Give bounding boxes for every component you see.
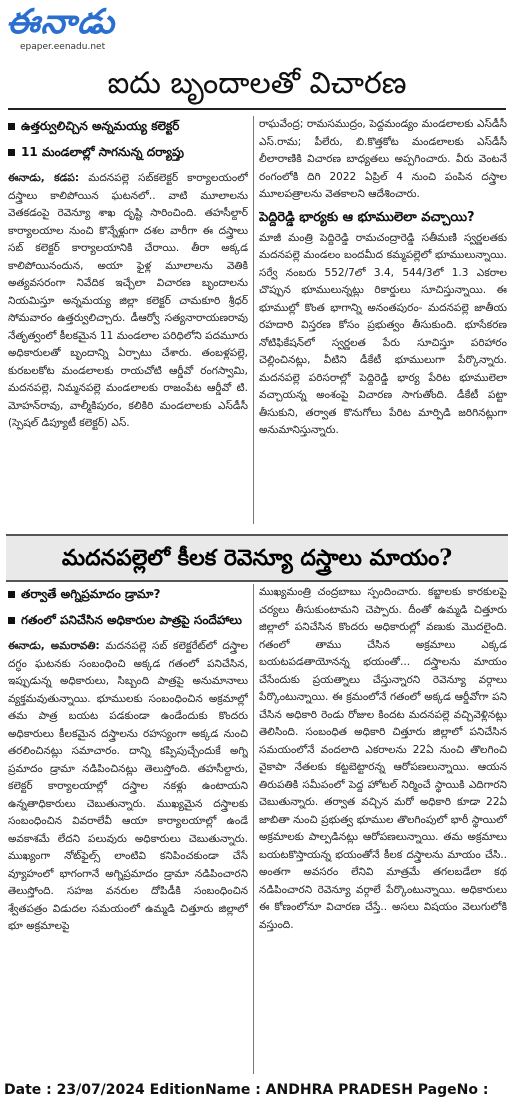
- column-divider: [253, 584, 254, 1074]
- article1-bullet-2: 11 మండలాల్లో సాగనున్న దర్యాప్తు: [8, 142, 248, 162]
- article2-bullet-1: తర్వాతే అగ్నిప్రమాదం డ్రామా?: [8, 584, 248, 604]
- bullet-square-icon: [8, 149, 15, 156]
- article2-headline: మదనపల్లెలో కీలక రెవెన్యూ దస్త్రాలు మాయం?: [61, 545, 453, 571]
- article1-bullet-1: ఉత్తర్వులిచ్చిన అన్నమయ్య కలెక్టర్: [8, 116, 248, 136]
- article2-body-left: ఈనాడు, అమరావతి: మదనపల్లె సబ్ కలెక్టరేట్‌లో దస్త్రాల దగ్ధం ఘటనకు సంబంధించి అక్కడ గతంలో పనిచేసిన, ఇప్పుడున్న అధికారులు, సిబ్బంది పాత్రపై అనుమానాలు వ్యక్తమవుతున్నాయి. భూములకు సంబంధించిన అక్రమాల్లో తమ పాత్ర బయట పడకుండా ఉండేందుకు కొందరు అధికారులు కీలకమైన దస్త్రాలను రహస్యంగా అక్కడ నుంచి తరలించినట్లు సమాచారం. దాన్ని కప్పిపుచ్చేందుకే అగ్ని ప్రమాదం డ్రామా నడిపించినట్లు తెలుస్తోంది. తహసీల్దారు, కలెక్టర్ కార్యాలయాల్లో దస్త్రాల నకళ్లు ఉంటాయని ఉన్నతాధికారులు చెబుతున్నారు. ముఖ్యమైన దస్త్రాలకు సంబంధించిన వివరాలేవీ ఆయా కార్యాలయాల్లో ఉండే అవకాశమే లేదని పలువురు అధికారులు చెబుతున్నారు. ముఖ్యంగా నోట్‌ఫైల్స్ లాంటివి కనిపించకుండా చేసే వ్యూహంలో భాగంగానే అగ్నిప్రమాదం డ్రామా నడిపించారని తెలుస్తోంది. సహజ వనరుల దోపిడీకి సంబంధించిన శ్వేతపత్రం విడుదల సమయంలో ఉమ్మడి చిత్తూరు జిల్లాలో భూ అక్రమాలపై: [8, 640, 248, 932]
- article2-bullet-2: గతంలో పనిచేసిన అధికారుల పాత్రపై సందేహాలు: [8, 610, 248, 630]
- article2-right-column: [259, 584, 507, 1074]
- bullet-square-icon: [8, 591, 15, 598]
- edition-footer: Date : 23/07/2024 EditionName : ANDHRA PRADESH PageNo :: [4, 1082, 489, 1098]
- bullet-square-icon: [8, 617, 15, 624]
- article2-headline-banner: [6, 534, 508, 582]
- article1-subheading: పెద్దిరెడ్డి భార్యకు ఆ భూములెలా వచ్చాయి?: [259, 209, 475, 225]
- article1-body-right-2: మాజీ మంత్రి పెద్దిరెడ్డి రామచంద్రారెడ్డి సతీమణి స్వర్ణలతకు మదనపల్లె మండలం బందమీద కమ్మపల్లెలో భూములున్నాయి. సర్వే నంబరు 552/7లో 3.4, 544/3లో 1.3 ఎకరాల చొప్పున భూములున్నట్లు రికార్డులు సూచిస్తున్నాయి. ఈ భూముల్లో కొంత భాగాన్ని అనంతపురం- మదనపల్లె జాతీయ రహదారి విస్తరణ కోసం ప్రభుత్వం తీసుకుంది. భూసేకరణ నోటిఫికేషన్‌లో స్వర్ణలత పేరు సూచిస్తూ పరిహారం చెల్లించినట్లు, వీటిని డీకేటీ భూములుగా పేర్కొన్నారు. మదనపల్లె పరిసరాల్లో పెద్దిరెడ్డి భార్య పేరిట భూములెలా వచ్చాయన్న అంశంపై విచారణ సాగుతోంది. డీకేటీ పట్టా తీసుకుని, తర్వాత కొనుగోలు పేరిట మార్పిడి జరిగినట్లుగా అనుమానిస్తున్నారు.: [259, 231, 507, 436]
- article1-body-right: రాఘవేంద్ర; రామసముద్రం, పెద్దమండ్యం మండలాలకు ఎస్‌డీసీ ఎస్.రామ; పీలేరు, బి.కొత్తకోట మండలాలకు ఎస్‌డీసీ లీలారాణికి విచారణ బాధ్యతలు అప్పగించారు. వీరు వెంటనే రంగంలోకి దిగి 2022 ఏప్రిల్ 4 నుంచి పంపిన దస్త్రాల మూలపత్రాలను వెతకాలని ఆదేశించారు.: [259, 118, 507, 200]
- masthead: [6, 4, 206, 56]
- article1-body-left: ఈనాడు, కడప: మదనపల్లె సబ్‌కలెక్టర్ కార్యాలయంలో దస్త్రాలు కాలిపోయిన ఘటనలో.. వాటి మూలాలను వెతకడంపై రెవెన్యూ శాఖ దృష్టి సారించింది. తహసీల్దార్ కార్యాలయాల నుంచి కొన్నేళ్లుగా దశల వారీగా ఈ దస్త్రాలు సబ్ కలెక్టర్ కార్యాలయానికి చేరాయి. తీరా అక్కడ కాలిపోయినందున, అయా ఫైళ్ల మూలాలను వెతికి అత్యవసరంగా నివేదిక ఇచ్చేలా విచారణ బృందాలను నియమిస్తూ అన్నమయ్య జిల్లా కలెక్టర్ చామకూరి శ్రీధర్ సోమవారం ఉత్తర్వులిచ్చారు. డీఆర్వో సత్యనారాయణరావు నేతృత్వంలో కీలకమైన 11 మండలాల పరిధిలోని పదమూరు అధికారులతో బృందాన్ని ఏర్పాటు చేశారు. తంబళ్లపల్లె, కురబలకోట మండలాలకు రాయచోటి ఆర్డీవో రంగస్వామి, మదనపల్లె, నిమ్మనపల్లె మండలాలకు రాజంపేట ఆర్డీవో టి. మోహన్‌రావు, వాల్మీకిపురం, కలికిరి మండలాలకు ఎస్‌డీసీ (స్పెషల్ డిప్యూటీ కలెక్టర్) ఎస్.: [8, 172, 248, 429]
- article1-left-column: [8, 116, 248, 524]
- article2-left-column: [8, 584, 248, 1074]
- article1-headline: ఐదు బృందాలతో విచారణ: [107, 66, 407, 101]
- bullet-square-icon: [8, 123, 15, 130]
- column-divider: [253, 116, 254, 524]
- epaper-url: epaper.eenadu.net: [20, 42, 106, 52]
- newspaper-logo: ఈనాడు: [6, 2, 116, 42]
- article2-body-right: ముఖ్యమంత్రి చంద్రబాబు స్పందించారు. కబ్జాలకు కారకులపై చర్యలు తీసుకుంటామని చెప్పారు. దీంతో ఉమ్మడి చిత్తూరు జిల్లాలో పనిచేసిన కొందరు అధికారుల్లో వణుకు మొదలైంది. గతంలో తాము చేసిన అక్రమాలు ఎక్కడ బయటపడతాయోనన్న భయంతో... దస్త్రాలను మాయం చేసేందుకు ప్రయత్నాలు చేస్తున్నారని రెవెన్యూ వర్గాలు పేర్కొంటున్నాయి. ఈ క్రమంలోనే గతంలో అక్కడ ఆర్డీవోగా పని చేసిన అధికారి రెండు రోజుల కిందట మదనపల్లె వచ్చివెళ్లినట్లు తెలిసింది. సంబంధిత అధికారి చిత్తూరు జిల్లాలో పనిచేసిన సమయంలోనే వందలాది ఎకరాలను 22ఏ నుంచి తొలగించి వైకాపా నేతలకు కట్టబెట్టారన్న ఆరోపణలున్నాయి. ఆయన తిరుపతికి సమీపంలో పెద్ద హోటల్ నిర్మించే స్థాయికి ఎదిగారని చెబుతున్నారు. తర్వాత వచ్చిన మరో అధికారి కూడా 22ఏ జాబితా నుంచి ప్రభుత్వ భూముల తొలగింపులో భారీ స్థాయిలో అక్రమాలకు పాల్పడినట్లు ఆరోపణలున్నాయి. తమ అక్రమాలు బయటకొస్తాయన్న భయంతోనే కీలక దస్త్రాలను మాయం చేసి.. అంతగా అవసరం లేనివి మాత్రమే తగలబడేలా కథ నడిపించారని రెవెన్యూ వర్గాలే పేర్కొంటున్నాయి. అధికారులు ఈ కోణంలోనూ విచారణ చేస్తే.. అసలు విషయం వెలుగులోకి వస్తుంది.: [259, 586, 507, 931]
- headline-rule: [8, 108, 506, 110]
- article1-right-column: [259, 116, 507, 524]
